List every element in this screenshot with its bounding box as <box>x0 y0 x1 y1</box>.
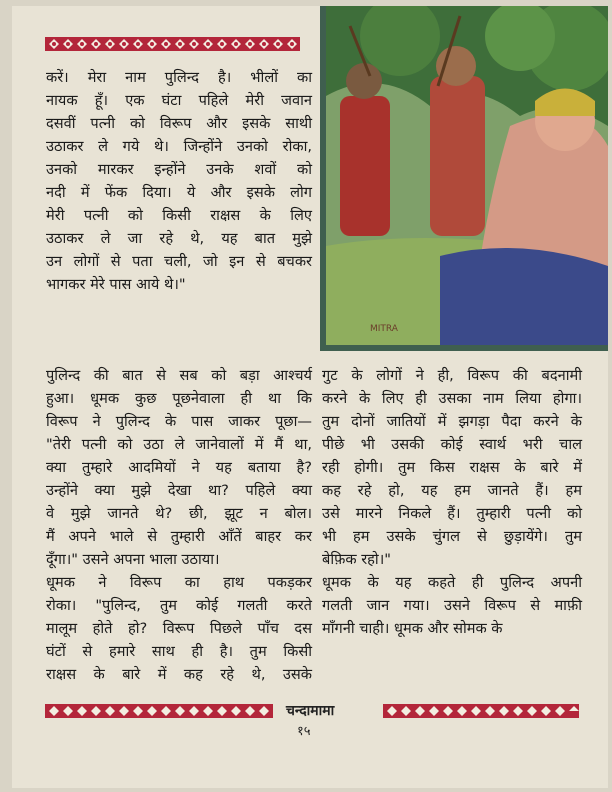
bottom-right-ornament-band <box>383 703 579 719</box>
ornament-pattern-top <box>45 36 300 52</box>
text-line: गलती जान गया। उसने विरूप से माफ़ी <box>322 597 582 614</box>
text-line: भी हम उसके चुंगल से छुड़ायेंगे। तुम <box>322 528 582 545</box>
left-column-top <box>46 66 312 296</box>
top-ornament-band <box>45 36 300 52</box>
text-line: बेफ़िक रहो।" <box>322 551 391 568</box>
text-line: उन लोगों से पता चली, जो इन से बचकर <box>46 253 312 270</box>
text-line: उठाकर ले गये थे। जिन्होंने उनको रोका, <box>46 138 312 155</box>
text-line: गुट के लोगों ने ही, विरूप की बदनामी <box>322 367 582 384</box>
text-line: राक्षस के बारे में कह रहे थे, उसके <box>46 666 312 683</box>
text-line: नदी में फेंक दिया। ये और इसके लोग <box>46 184 312 201</box>
text-line: उनको मारकर इन्होंने उनके शवों को <box>46 161 312 178</box>
story-illustration <box>320 6 608 351</box>
text-line: धूमक ने विरूप का हाथ पकड़कर <box>46 574 312 591</box>
text-line: माँगनी चाही। धूमक और सोमक के <box>322 620 503 637</box>
text-line: रोका। "पुलिन्द, तुम कोई गलती करते <box>46 597 312 614</box>
left-column-bottom <box>46 364 312 686</box>
text-line: विरूप ने पुलिन्द के पास जाकर पूछा— <box>46 413 312 430</box>
text-line: नायक हूँ। एक घंटा पहिले मेरी जवान <box>46 92 312 109</box>
text-line: धूमक के यह कहते ही पुलिन्द अपनी <box>322 574 582 591</box>
bottom-left-ornament-band <box>45 703 273 719</box>
ornament-pattern-bottom-right <box>383 703 579 719</box>
text-line: करने के लिए ही उसका नाम लिया होगा। <box>322 390 582 407</box>
text-line: मैं अपने भाले से तुम्हारी आँतें बाहर कर <box>46 528 312 545</box>
text-line: वे मुझे जानते थे? छी, झूट न बोल। <box>46 505 312 522</box>
text-line: "तेरी पत्नी को उठा ले जानेवालों में मैं था, <box>46 436 312 453</box>
text-line: तुम दोनों जातियों में झगड़ा पैदा करने के <box>322 413 582 430</box>
text-line: मालूम होते हो? विरूप पिछले पाँच दस <box>46 620 312 637</box>
text-line: घंटों से हमारे साथ ही है। तुम किसी <box>46 643 312 660</box>
page-number: १५ <box>297 724 311 739</box>
text-line: भागकर मेरे पास आये थे।" <box>46 276 186 293</box>
right-column <box>322 364 582 640</box>
text-line: पुलिन्द की बात से सब को बड़ा आश्चर्य <box>46 367 312 384</box>
illustration-art <box>320 6 608 351</box>
text-line: कह रहे हो, यह हम जानते हैं। हम <box>322 482 582 499</box>
text-line: पीछे भी उसकी कोई स्वार्थ भरी चाल <box>322 436 582 453</box>
text-line: दूँगा।" उसने अपना भाला उठाया। <box>46 551 220 568</box>
illustration-signature: MITRA <box>370 324 398 334</box>
text-line: क्या तुम्हारे आदमियों ने यह बताया है? <box>46 459 312 476</box>
text-line: उठाकर ले जा रहे थे, यह बात मुझे <box>46 230 312 247</box>
text-line: करें। मेरा नाम पुलिन्द है। भीलों का <box>46 69 312 86</box>
text-line: दसवीं पत्नी को विरूप और इसके साथी <box>46 115 312 132</box>
text-line: उन्होंने क्या मुझे देखा था? पहिले क्या <box>46 482 312 499</box>
text-line: हुआ। धूमक कुछ पूछनेवाला ही था कि <box>46 390 312 407</box>
ornament-pattern-bottom-left <box>45 703 273 719</box>
text-line: रही होगी। तुम किस राक्षस के बारे में <box>322 459 582 476</box>
text-line: मेरी पत्नी को किसी राक्षस के लिए <box>46 207 312 224</box>
magazine-title: चन्दामामा <box>286 703 335 719</box>
text-line: उसे मारने निकले हैं। तुम्हारी पत्नी को <box>322 505 582 522</box>
